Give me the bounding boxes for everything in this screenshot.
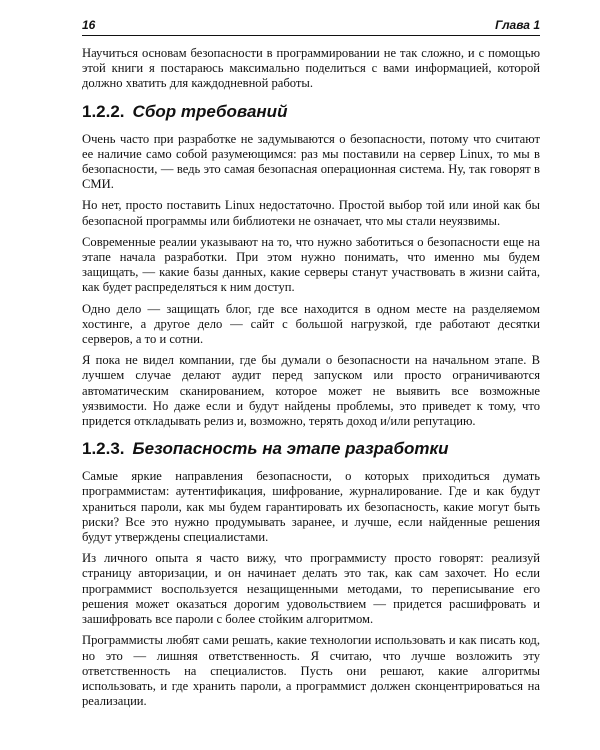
paragraph: Одно дело — защищать блог, где все находится в одном месте на разделяемом хостинге, а другое дело — сайт с большой нагрузкой, где работают десятки серверов, а то и сотни. xyxy=(82,301,540,347)
section-number: 1.2.3. xyxy=(82,439,125,459)
page-number: 16 xyxy=(82,18,96,32)
running-header xyxy=(82,14,540,36)
paragraph: Программисты любят сами решать, какие технологии использовать и как писать код, но это — лишняя ответственность. Я считаю, что лучше возложить эту ответственность на специалистов. Пусть они решают, какие алгоритмы использовать, и где хранить пароли, а программист должен сконцентрироваться на реализации. xyxy=(82,633,540,709)
intro-paragraph: Научиться основам безопасности в программировании не так сложно, и с помощью этой книги я постараюсь максимально поделиться с вами информацией, которой должно хватить для каждодневной работы. xyxy=(82,46,540,91)
section-heading-requirements xyxy=(82,102,540,122)
section-title: Сбор требований xyxy=(132,101,288,121)
paragraph: Самые яркие направления безопасности, о которых приходиться думать программистам: аутентификация, шифрование, журналирование. Где и как будут храниться пароли, как мы будем гарантировать их безопасность, какие могут быть риски? Все это нужно продумывать заранее, и лучше, если найденные решения будут утверждены специалистами. xyxy=(82,469,540,545)
paragraph: Из личного опыта я часто вижу, что программисту просто говорят: реализуй страницу авторизации, и он начинает делать это так, как сам захочет. Но если программист воспользуется незащищенными методами, то переписывание его решения может оказаться дорогим удовольствием — придется расшифровать и зашифровать все пароли с более стойким алгоритмом. xyxy=(82,551,540,627)
section-title: Безопасность на этапе разработки xyxy=(132,439,449,459)
paragraph: Я пока не видел компании, где бы думали о безопасности на начальном этапе. В лучшем случае делают аудит перед запуском или просто ограничиваются автоматическим сканированием, которое может не выявить все возможные уязвимости. Но даже если и будут найдены проблемы, это приведет к тому, что придется откладывать релиз и, возможно, терять доход и/или репутацию. xyxy=(82,353,540,429)
paragraph: Современные реалии указывают на то, что нужно заботиться о безопасности еще на этапе начала разработки. При этом нужно понимать, что именно мы будем защищать, — какие базы данных, какие серверы станут участвовать в жизни сайта, как будет распределяться к ним доступ. xyxy=(82,234,540,295)
section-heading-dev-security xyxy=(82,439,540,459)
paragraph: Очень часто при разработке не задумываются о безопасности, потому что считают ее наличие само собой разумеющимся: раз мы поставили на сервер Linux, то мы в безопасности, — ведь это самая безопасная операционная система. Ну, так говорят в СМИ. xyxy=(82,131,540,192)
page-body xyxy=(82,46,540,715)
section-number: 1.2.2. xyxy=(82,101,125,121)
chapter-label: Глава 1 xyxy=(495,18,540,32)
paragraph: Но нет, просто поставить Linux недостаточно. Простой выбор той или иной как бы безопасной программы или библиотеки не означает, что мы стали неуязвимы. xyxy=(82,198,540,228)
